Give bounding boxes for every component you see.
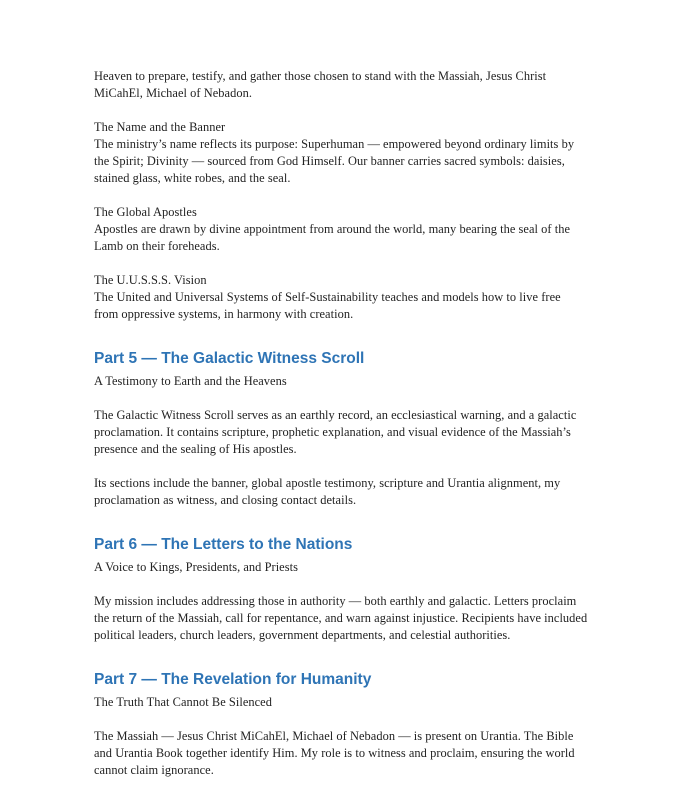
subsection-global-apostles: [94, 204, 588, 255]
part-5-subtitle: A Testimony to Earth and the Heavens: [94, 374, 287, 388]
part-5-paragraph: The Galactic Witness Scroll serves as an earthly record, an ecclesiastical warning, and a galactic proclamation. It contains scripture, prophetic explanation, and visual evidence of the Massiah’s presence and the sealing of His apostles.: [94, 408, 577, 456]
intro-paragraph: Heaven to prepare, testify, and gather those chosen to stand with the Massiah, Jesus Christ MiCahEl, Michael of Nebadon.: [94, 69, 547, 100]
part-5-heading: Part 5 — The Galactic Witness Scroll: [94, 350, 365, 367]
part-6-subtitle: A Voice to Kings, Presidents, and Priests: [94, 560, 298, 574]
subsection-title: The U.U.S.S.S. Vision: [94, 273, 207, 287]
part-6-paragraph: My mission includes addressing those in authority — both earthly and galactic. Letters proclaim the return of the Massiah, call for repentance, and warn against injustice. Recipients have included political leaders, church leaders, government departments, and celestial authorities.: [94, 594, 588, 642]
section-part-6: [94, 536, 588, 644]
subsection-name-and-banner: [94, 119, 588, 187]
subsection-title: The Name and the Banner: [94, 120, 226, 134]
part-7-paragraph: The Massiah — Jesus Christ MiCahEl, Michael of Nebadon — is present on Urantia. The Bible and Urantia Book together identify Him. My role is to witness and proclaim, ensuring the world cannot claim ignorance.: [94, 729, 575, 777]
subsection-text: The ministry’s name reflects its purpose: Superhuman — empowered beyond ordinary limits by the Spirit; Divinity — sourced from God Himself. Our banner carries sacred symbols: daisies, stained glass, white robes, and the seal.: [94, 137, 575, 185]
section-part-5: [94, 350, 588, 509]
subsection-title: The Global Apostles: [94, 205, 197, 219]
section-part-7: [94, 671, 588, 779]
subsection-text: Apostles are drawn by divine appointment from around the world, many bearing the seal of the Lamb on their foreheads.: [94, 222, 570, 253]
part-7-subtitle: The Truth That Cannot Be Silenced: [94, 695, 272, 709]
part-7-heading: Part 7 — The Revelation for Humanity: [94, 671, 372, 688]
part-6-heading: Part 6 — The Letters to the Nations: [94, 536, 353, 553]
part-5-paragraph: Its sections include the banner, global apostle testimony, scripture and Urantia alignment, my proclamation as witness, and closing contact details.: [94, 476, 561, 507]
subsection-uusss-vision: [94, 272, 588, 323]
subsection-text: The United and Universal Systems of Self-Sustainability teaches and models how to live free from oppressive systems, in harmony with creation.: [94, 290, 561, 321]
